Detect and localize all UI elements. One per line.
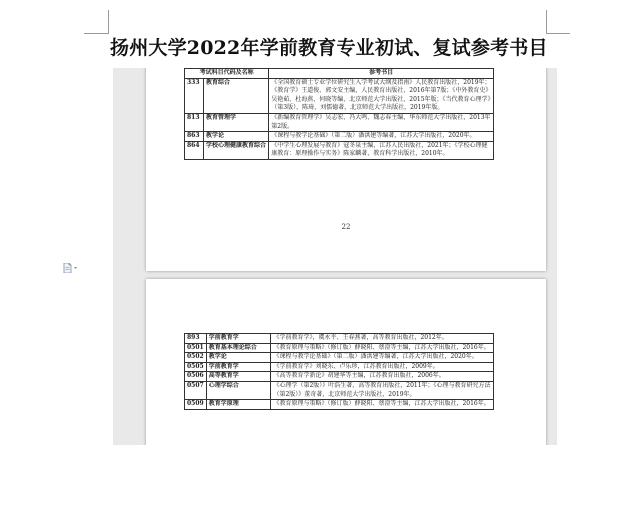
header-reference-books: 参考书目 bbox=[269, 69, 494, 79]
subject-name: 学校心理健康教育综合 bbox=[203, 141, 268, 159]
table-row bbox=[185, 141, 494, 159]
reference-books: 《教育原理与策略》（修订版）薛晓阳、蔡澄等主编，江苏大学出版社，2016年。 bbox=[271, 343, 494, 353]
crop-mark-top-right-vertical bbox=[546, 10, 547, 34]
page-23 bbox=[146, 279, 546, 445]
page-22 bbox=[146, 68, 546, 271]
reference-books: 《中学生心理发展与教育》寇冬泉主编，江苏人民出版社，2021年；《学校心理健康教育：原理操作与实务》陈家麟著，教育科学出版社，2010年。 bbox=[269, 141, 494, 159]
subject-code: 0507 bbox=[185, 381, 207, 399]
header-subject-code-name: 考试科目代码及名称 bbox=[185, 69, 269, 79]
subject-name: 教学论 bbox=[203, 132, 268, 142]
table-header-row bbox=[185, 69, 494, 79]
table-row bbox=[185, 381, 494, 399]
subject-name: 教育基本理论综合 bbox=[206, 343, 271, 353]
table-row bbox=[185, 372, 494, 382]
table-row bbox=[185, 400, 494, 410]
subject-name: 高等教育学 bbox=[206, 372, 271, 382]
subject-name: 学前教育学 bbox=[206, 334, 271, 344]
crop-mark-top-left-vertical bbox=[108, 10, 109, 34]
document-viewer[interactable] bbox=[113, 68, 557, 445]
table-row bbox=[185, 132, 494, 142]
document-icon[interactable] bbox=[63, 258, 83, 268]
table-row bbox=[185, 353, 494, 363]
subject-code: 893 bbox=[185, 334, 207, 344]
reference-books: 《学前教育学》，虞永平、王春燕著，高等教育出版社，2012年。 bbox=[271, 334, 494, 344]
subject-code: 0509 bbox=[185, 400, 207, 410]
reference-books: 《课程与教学论基础》（第二版）潘洪建等编著，江苏大学出版社，2020年。 bbox=[269, 132, 494, 142]
table-row bbox=[185, 334, 494, 344]
crop-mark-top-left-horizontal bbox=[84, 33, 108, 34]
subject-name: 学前教育学 bbox=[206, 362, 271, 372]
table-row bbox=[185, 343, 494, 353]
reference-table-page-22 bbox=[184, 68, 494, 160]
reference-table-page-23 bbox=[184, 333, 494, 410]
subject-code: 0502 bbox=[185, 353, 207, 363]
subject-code: 333 bbox=[185, 78, 204, 113]
subject-name: 心理学综合 bbox=[206, 381, 271, 399]
table-row bbox=[185, 362, 494, 372]
reference-books: 《课程与教学论基础》（第二版）潘洪建等编著，江苏大学出版社，2020年。 bbox=[271, 353, 494, 363]
subject-code: 863 bbox=[185, 132, 204, 142]
subject-name: 教育综合 bbox=[203, 78, 268, 113]
table-row bbox=[185, 78, 494, 113]
page-number: 22 bbox=[341, 223, 351, 231]
reference-books: 《全国教育硕士专业学位研究生入学考试大纲及指南》人民教育出版社，2019年；《教育学》王道俊、郭文安主编，人民教育出版社，2016年第7版；《中外教育史》吴艳茹、杜海燕、何晓等编，北京师范大学出版社，2015年版；《当代教育心理学》（第3版），陈琦、刘儒德著，北京师范大学出版社，2019年版。 bbox=[269, 78, 494, 113]
reference-books: 《心理学（第2版）》叶浩生著，高等教育出版社，2011年；《心理与教育研究方法（第2版）》董奇著，北京师范大学出版社，2019年。 bbox=[271, 381, 494, 399]
subject-code: 864 bbox=[185, 141, 204, 159]
reference-books: 《新编教育管理学》吴志宏、冯大鸣、魏志春主编，华东师范大学出版社，2013年第2版。 bbox=[269, 113, 494, 131]
subject-code: 813 bbox=[185, 113, 204, 131]
subject-code: 0505 bbox=[185, 362, 207, 372]
table-row bbox=[185, 113, 494, 131]
subject-name: 教学论 bbox=[206, 353, 271, 363]
subject-code: 0506 bbox=[185, 372, 207, 382]
subject-name: 教育学原理 bbox=[206, 400, 271, 410]
document-title: 扬州大学2022年学前教育专业初试、复试参考书目 bbox=[110, 37, 548, 59]
reference-books: 《高等教育学新论》胡建华等主编，江苏教育出版社，2006年。 bbox=[271, 372, 494, 382]
reference-books: 《教育原理与策略》（修订版）薛晓阳、蔡澄等主编，江苏大学出版社，2016年。 bbox=[271, 400, 494, 410]
reference-books: 《学前教育学》刘晓东、卢乐珍，江苏教育出版社，2009年。 bbox=[271, 362, 494, 372]
subject-code: 0501 bbox=[185, 343, 207, 353]
subject-name: 教育管理学 bbox=[203, 113, 268, 131]
